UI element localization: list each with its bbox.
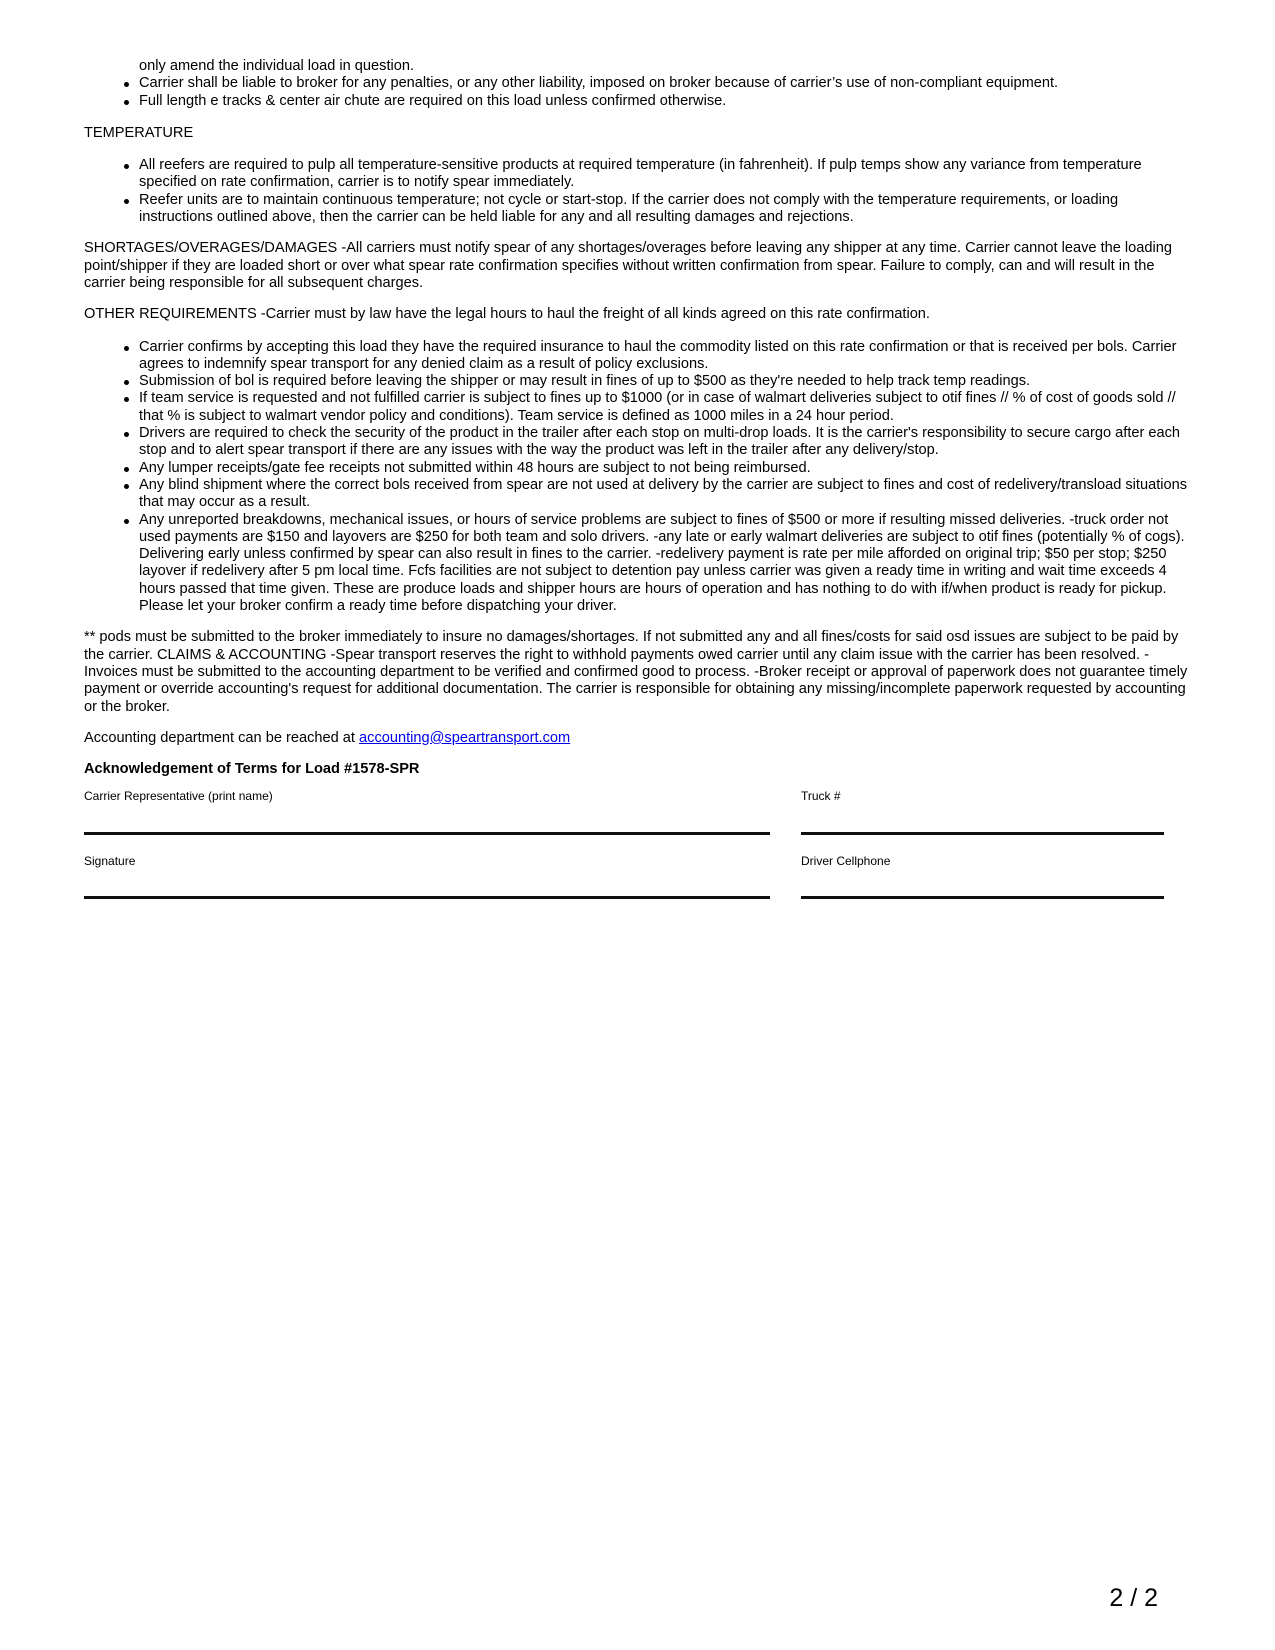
- acknowledgement-title: Acknowledgement of Terms for Load #1578-SPR: [84, 761, 420, 778]
- shortages-paragraph: SHORTAGES/OVERAGES/DAMAGES -All carriers must notify spear of any shortages/overages before leaving any shipper at any time. Carrier cannot leave the loading point/shipper if they are loaded short or over what spear rate confirmation specifies without written confirmation from spear. Failure to comply, can and will result in the carrier being responsible for all subsequent charges.: [84, 240, 1172, 291]
- list-item: [139, 390, 1192, 425]
- bullet-icon: [124, 164, 129, 169]
- list-item: [139, 339, 1192, 374]
- signature-label: Signature: [84, 854, 136, 868]
- cellphone-label: Driver Cellphone: [801, 854, 891, 868]
- accounting-prefix: Accounting department can be reached at: [84, 729, 360, 746]
- accounting-email-link[interactable]: accounting@speartransport.com: [359, 729, 571, 746]
- list-item: [139, 93, 1192, 110]
- signature-field[interactable]: [84, 896, 770, 899]
- bullet-icon: [124, 82, 129, 87]
- page-number: 2 / 2: [1109, 1584, 1158, 1612]
- bullet-icon: [124, 467, 129, 472]
- truck-label: Truck #: [801, 789, 841, 803]
- bullet-icon: [124, 199, 129, 204]
- document-body: [84, 58, 1192, 778]
- bullet-icon: [124, 519, 129, 524]
- bullet-icon: [124, 484, 129, 489]
- list-item: [139, 192, 1192, 227]
- pods-claims-paragraph: ** pods must be submitted to the broker immediately to insure no damages/shortages. If not submitted any and all fines/costs for said osd issues are subject to be paid by the carrier. CLAIMS & ACCOUNTING -Spear transport reserves the right to withhold payments owed carrier until any claim issue with the carrier has been resolved. -Invoices must be submitted to the accounting department to be verified and confirmed good to process. -Broker receipt or approval of paperwork does not guarantee timely payment or override accounting's request for additional documentation. The carrier is responsible for obtaining any missing/incomplete paperwork requested by accounting or the broker.: [84, 629, 1188, 715]
- list-item-text: All reefers are required to pulp all temperature-sensitive products at required temperature (in fahrenheit). If pulp temps show any variance from temperature specified on rate confirmation, carrier is to notify spear immediately.: [139, 157, 1142, 191]
- equipment-list: [84, 58, 1192, 110]
- carrier-rep-field[interactable]: [84, 832, 770, 835]
- list-item-text: Any blind shipment where the correct bols received from spear are not used at delivery by the carrier are subject to fines and cost of redelivery/transload situations that may occur as a result.: [139, 476, 1188, 511]
- list-item: [139, 460, 1192, 477]
- list-item-text: Full length e tracks & center air chute are required on this load unless confirmed otherwise.: [139, 92, 727, 109]
- cellphone-field[interactable]: [801, 896, 1164, 899]
- other-requirements-paragraph: OTHER REQUIREMENTS -Carrier must by law have the legal hours to haul the freight of all kinds agreed on this rate confirmation.: [84, 306, 930, 323]
- list-item: [139, 512, 1192, 616]
- temperature-list: [84, 157, 1192, 226]
- list-item-text: Carrier confirms by accepting this load they have the required insurance to haul the commodity listed on this rate confirmation or that is received per bols. Carrier agrees to indemnify spear transport for any denied claim as a result of policy exclusions.: [139, 338, 1177, 372]
- list-item: [139, 477, 1192, 512]
- list-item: [139, 75, 1192, 92]
- equipment-continuation: [139, 58, 1192, 75]
- truck-field[interactable]: [801, 832, 1164, 835]
- list-item-text: Any unreported breakdowns, mechanical issues, or hours of service problems are subject to fines of $500 or more if resulting missed deliveries. -truck order not used payments are $150 and layovers are $250 for both team and solo drivers. -any late or early walmart deliveries are subject to otif fines (potentially % of cogs). Delivering early unless confirmed by spear can also result in fines to the carrier. -redelivery payment is rate per mile afforded on original trip; $50 per stop; $250 layover if redelivery after 5 pm local time. Fcfs facilities are not subject to detention pay unless carrier was given a ready time in writing and wait time exceeds 4 hours passed that time given. These are produce loads and shipper hours are hours of operation and has nothing to do with if/when product is ready for pickup. Please let your broker confirm a ready time before dispatching your driver.: [139, 511, 1185, 615]
- other-requirements-list: [84, 339, 1192, 616]
- list-item: [139, 373, 1192, 390]
- signature-block: [84, 788, 1164, 908]
- list-item-text: Submission of bol is required before leaving the shipper or may result in fines of up to $500 as they're needed to help track temp readings.: [139, 373, 1031, 390]
- list-item-text: Drivers are required to check the security of the product in the trailer after each stop on multi-drop loads. It is the carrier's responsibility to secure cargo after each stop and to alert spear transport if there are any issues with the way the product was left in the trailer after any delivery/stop.: [139, 425, 1181, 459]
- bullet-icon: [124, 397, 129, 402]
- list-item-text: If team service is requested and not fulfilled carrier is subject to fines up to $1000 (or in case of walmart deliveries subject to otif fines // % of cost of goods sold // that % is subject to walmart vendor policy and conditions). Team service is defined as 1000 miles in a 24 hour period.: [139, 390, 1176, 424]
- list-item-text: Carrier shall be liable to broker for any penalties, or any other liability, imposed on broker because of carrier’s use of non-compliant equipment.: [139, 75, 1059, 92]
- list-item-text: Reefer units are to maintain continuous temperature; not cycle or start-stop. If the carrier does not comply with the temperature requirements, or loading instructions outlined above, then the carrier can be held liable for any and all resulting damages and rejections.: [139, 191, 1119, 226]
- carrier-rep-label: Carrier Representative (print name): [84, 789, 273, 803]
- list-item: [139, 157, 1192, 192]
- equipment-continuation-text: only amend the individual load in question.: [139, 58, 415, 74]
- list-item: [139, 425, 1192, 460]
- bullet-icon: [124, 432, 129, 437]
- bullet-icon: [124, 100, 129, 105]
- temperature-heading: TEMPERATURE: [84, 124, 194, 141]
- bullet-icon: [124, 346, 129, 351]
- accounting-contact: [84, 730, 1192, 747]
- list-item-text: Any lumper receipts/gate fee receipts not submitted within 48 hours are subject to not being reimbursed.: [139, 459, 811, 476]
- bullet-icon: [124, 380, 129, 385]
